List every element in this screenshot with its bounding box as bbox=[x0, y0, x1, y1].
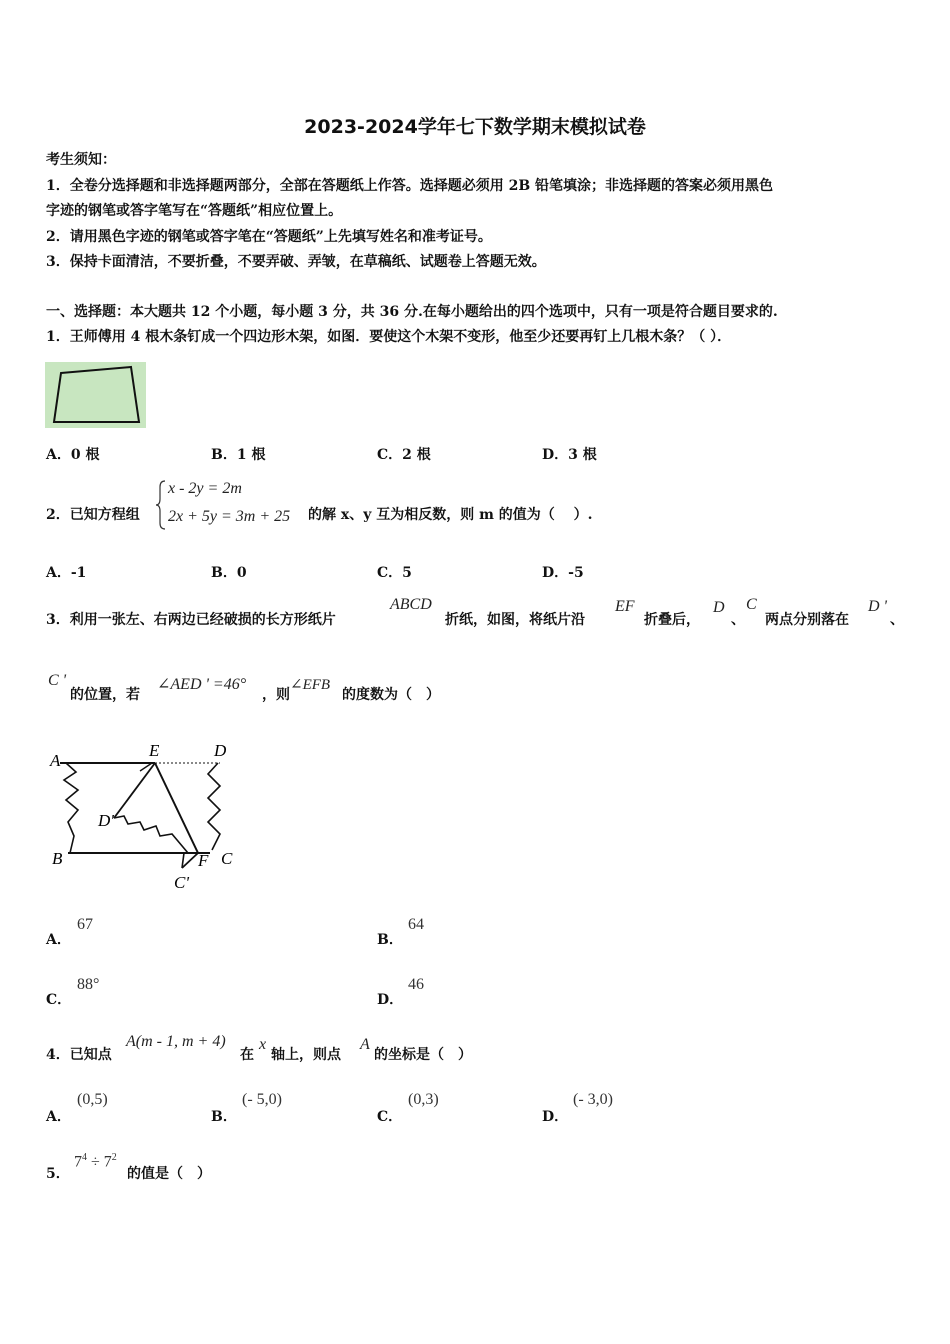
q2-prefix: 2．已知方程组 bbox=[46, 507, 140, 523]
q3-label-b: B bbox=[52, 849, 63, 868]
q5-operator: ÷ bbox=[91, 1153, 100, 1171]
q2-suffix: 的解 x、y 互为相反数，则 m 的值为（ ）. bbox=[308, 507, 593, 523]
q3-abcd: ABCD bbox=[390, 596, 432, 613]
q3-folding-figure bbox=[48, 738, 243, 898]
q3-d: D bbox=[713, 599, 725, 616]
q3-text-7: 的度数为（ ） bbox=[342, 687, 440, 703]
q4-point: A(m - 1, m + 4) bbox=[126, 1033, 226, 1050]
q4-a: A bbox=[360, 1036, 370, 1053]
q4-option-d-label: D． bbox=[542, 1109, 569, 1125]
q5-expression bbox=[74, 1152, 117, 1171]
q3-d-prime: D ' bbox=[868, 598, 887, 615]
q3-option-d-label: D． bbox=[377, 992, 404, 1008]
page-title: 2023-2024学年七下数学期末模拟试卷 bbox=[304, 116, 646, 138]
q4-option-a-label: A． bbox=[46, 1109, 71, 1125]
q4-text-2: 在 bbox=[240, 1047, 254, 1063]
q4-option-b-value: (- 5,0) bbox=[242, 1091, 282, 1108]
q4-option-c-label: C． bbox=[377, 1109, 403, 1125]
q2-option-d: D．-5 bbox=[542, 565, 584, 581]
q1-option-b: B．1 根 bbox=[211, 447, 266, 463]
q4-option-c-value: (0,3) bbox=[408, 1091, 439, 1108]
q3-option-b-value: 64 bbox=[408, 916, 424, 933]
q3-text-3: 折叠后， bbox=[644, 612, 700, 628]
q3-label-f: F bbox=[198, 851, 209, 870]
q1-option-c: C．2 根 bbox=[377, 447, 431, 463]
q3-sep-2: 、 bbox=[890, 612, 904, 628]
q2-option-a: A．-1 bbox=[46, 565, 87, 581]
q2-option-c: C．5 bbox=[377, 565, 412, 581]
q3-label-a: A bbox=[50, 751, 61, 770]
q4-option-a-value: (0,5) bbox=[77, 1091, 108, 1108]
q5-base-1: 7 bbox=[74, 1153, 82, 1171]
q4-option-b-label: B． bbox=[211, 1109, 237, 1125]
q3-text-5: 的位置，若 bbox=[70, 687, 140, 703]
q3-text-6: ，则 bbox=[262, 687, 290, 703]
q4-option-d-value: (- 3,0) bbox=[573, 1091, 613, 1108]
q4-text-1: 4．已知点 bbox=[46, 1047, 112, 1063]
q3-folded-torn-edge bbox=[114, 816, 188, 853]
q3-condition: ∠AED ' =46° bbox=[157, 676, 247, 693]
q3-option-a-label: A． bbox=[46, 932, 71, 948]
q2-brace bbox=[155, 479, 167, 531]
q3-text-1: 3．利用一张左、右两边已经破损的长方形纸片 bbox=[46, 612, 336, 628]
q3-label-e: E bbox=[149, 741, 160, 760]
q3-ef: EF bbox=[615, 598, 635, 615]
q4-x: x bbox=[259, 1036, 267, 1053]
q3-label-c-prime: C' bbox=[174, 873, 189, 892]
q3-efb: ∠EFB bbox=[290, 677, 331, 693]
q4-text-3: 轴上，则点 bbox=[271, 1047, 341, 1063]
section-heading: 一、选择题：本大题共 12 个小题，每小题 3 分，共 36 分.在每小题给出的四个选项中，只有一项是符合题目要求的. bbox=[46, 304, 778, 320]
q5-exponent-2: 2 bbox=[111, 1152, 117, 1163]
q3-option-d-value: 46 bbox=[408, 976, 424, 993]
q3-right-torn-edge bbox=[208, 763, 220, 850]
q3-text-2: 折纸，如图，将纸片沿 bbox=[445, 612, 585, 628]
q3-option-a-value: 67 bbox=[77, 916, 93, 933]
notice-line-3: 3．保持卡面清洁，不要折叠，不要弄破、弄皱，在草稿纸、试题卷上答题无效。 bbox=[46, 254, 546, 270]
q5-number: 5． bbox=[46, 1166, 70, 1182]
q3-left-torn-edge bbox=[64, 763, 78, 853]
q3-label-d-prime: D' bbox=[98, 811, 114, 830]
q3-option-b-label: B． bbox=[377, 932, 403, 948]
q3-text-4: 两点分别落在 bbox=[765, 612, 849, 628]
q2-option-b: B．0 bbox=[211, 565, 247, 581]
q3-option-c-value: 88° bbox=[77, 976, 100, 993]
q1-text: 1．王师傅用 4 根木条钉成一个四边形木架，如图．要使这个木架不变形，他至少还要再钉上几根木条？（ ）． bbox=[46, 329, 732, 345]
notice-line-2: 2．请用黑色字迹的钢笔或答字笔在“答题纸”上先填写姓名和准考证号。 bbox=[46, 229, 492, 245]
q2-equation-1: x - 2y = 2m bbox=[168, 480, 242, 497]
q5-base-2: 7 bbox=[103, 1153, 112, 1171]
notice-line-1a: 1．全卷分选择题和非选择题两部分，全部在答题纸上作答。选择题必须用 2B 铅笔填涂；非选择题的答案必须用黑色 bbox=[46, 178, 774, 194]
notice-line-1b: 字迹的钢笔或答字笔写在“答题纸”相应位置上。 bbox=[46, 203, 343, 219]
q2-equation-2: 2x + 5y = 3m + 25 bbox=[168, 508, 291, 525]
q1-option-d: D．3 根 bbox=[542, 447, 597, 463]
q3-label-c: C bbox=[221, 849, 233, 868]
q3-option-c-label: C． bbox=[46, 992, 72, 1008]
q1-quadrilateral-figure bbox=[45, 362, 146, 428]
q5-exponent-1: 4 bbox=[82, 1152, 87, 1163]
q3-c: C bbox=[746, 596, 757, 613]
q1-option-a: A．0 根 bbox=[46, 447, 100, 463]
q5-text: 的值是（ ） bbox=[127, 1166, 211, 1182]
q3-label-d: D bbox=[214, 741, 227, 760]
q3-folded-ed-prime bbox=[114, 763, 155, 818]
q3-c-prime: C ' bbox=[48, 672, 67, 689]
q4-text-4: 的坐标是（ ） bbox=[374, 1047, 472, 1063]
notice-heading: 考生须知： bbox=[46, 152, 116, 168]
q3-sep: 、 bbox=[731, 612, 745, 628]
